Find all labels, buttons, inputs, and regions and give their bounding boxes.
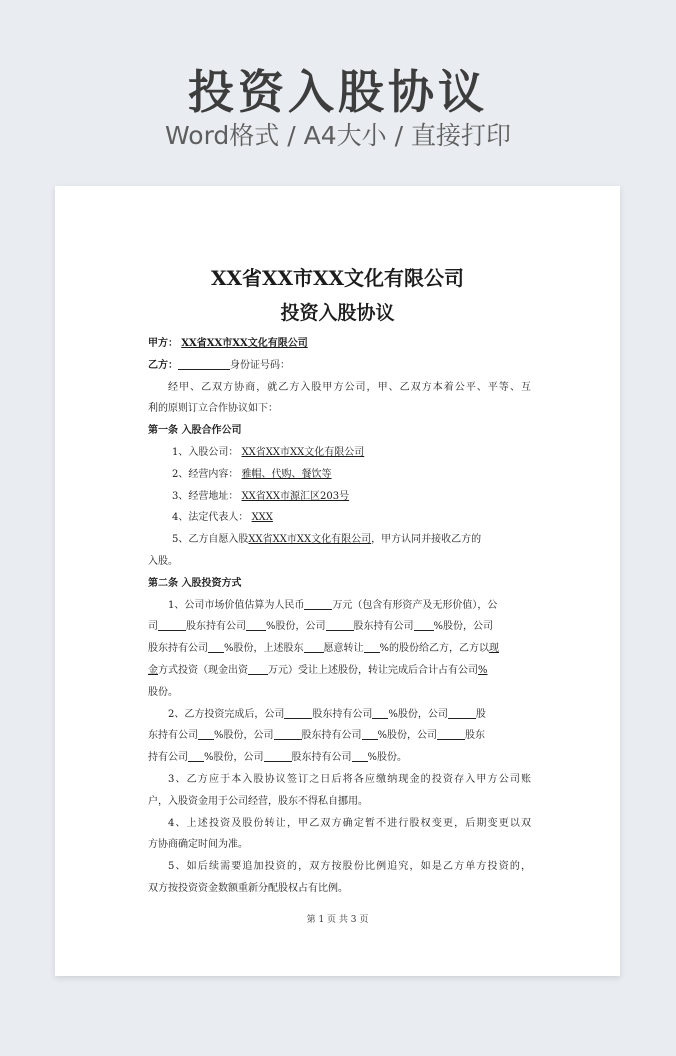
a2-p1-text: %股份，公司 <box>266 621 326 633</box>
article-1-title: 第一条 入股合作公司 <box>148 425 242 437</box>
a2-p1-text: 股东持有公司 <box>353 621 414 633</box>
a2-p1-line2 <box>148 616 531 638</box>
a2-p4-line1: 4、上述投资及股份转让，甲乙双方确定暂不进行股权变更，后期变更以双 <box>168 817 531 829</box>
a2-p2-text: %股份，公司 <box>204 752 264 764</box>
a1-item3-value: XX省XX市源汇区203号 <box>241 490 350 502</box>
article-2-title: 第二条 入股投资方式 <box>148 577 242 589</box>
party-b-blank <box>178 357 230 370</box>
a2-p2-text: 股东持有公司 <box>291 752 352 764</box>
a2-p1-text: 万元（包含有形资产及无形价值），公 <box>332 599 498 611</box>
party-b-label: 乙方： <box>148 359 178 371</box>
intro-line-2: 利的原则订立合作协议如下： <box>148 403 278 415</box>
a2-p2-text: 持有公司 <box>148 752 188 764</box>
a2-p2-text: %股份。 <box>367 752 408 764</box>
blank <box>248 662 268 675</box>
blank <box>284 706 312 719</box>
blank <box>372 706 388 719</box>
party-a-value: XX省XX市XX文化有限公司 <box>181 338 308 349</box>
a1-item5-value: XX省XX市XX文化有限公司 <box>248 534 372 546</box>
a2-p2-text: 东持有公司 <box>148 730 198 742</box>
a2-p1-text: 现 <box>489 643 500 655</box>
a2-p3-line2: 户，入股资金用于公司经营，股东不得私自挪用。 <box>148 795 368 807</box>
a2-p1-text: %的股份给乙方，乙方以 <box>379 643 490 655</box>
a2-p1-line3 <box>148 638 531 660</box>
party-b-line <box>148 355 531 377</box>
a2-p1-text: 股东持有公司 <box>186 621 246 633</box>
a2-p1-text: 方式投资（现金出资 <box>158 664 248 676</box>
blank <box>352 749 368 762</box>
article-1-item-5 <box>148 529 531 551</box>
a1-item5-prefix: 5、乙方自愿入股 <box>172 534 249 546</box>
blank <box>364 640 380 653</box>
a1-item3-label: 3、经营地址： <box>172 490 239 502</box>
party-a-line <box>148 333 531 355</box>
a1-item2-label: 2、经营内容： <box>172 468 239 480</box>
a2-p2-line3 <box>148 747 531 769</box>
blank <box>437 727 465 740</box>
a2-p1-line5: 股份。 <box>148 686 178 698</box>
party-b-id-label: 身份证号码： <box>230 359 290 371</box>
a2-p2-text: %股份，公司 <box>388 708 448 720</box>
a2-p1-text: 愿意转让 <box>323 643 364 655</box>
blank <box>188 749 204 762</box>
article-1-item-5-cont: 入股。 <box>148 555 178 567</box>
a1-item1-value: XX省XX市XX文化有限公司 <box>241 446 365 458</box>
document-body <box>148 333 531 900</box>
blank <box>448 706 476 719</box>
party-a-label: 甲方： <box>148 338 178 349</box>
banner-subtitle: Word格式 / A4大小 / 直接打印 <box>165 121 511 150</box>
a1-item1-label: 1、入股公司： <box>172 446 239 458</box>
article-1-item-1 <box>148 442 531 464</box>
a2-p1-text: 股东持有公司 <box>148 643 208 655</box>
a2-p2-text: %股份，公司 <box>377 730 438 742</box>
a2-p1-text: % <box>478 664 488 676</box>
blank <box>198 727 214 740</box>
article-1-item-3 <box>148 486 531 508</box>
a2-p1-line1 <box>148 595 531 617</box>
blank <box>274 727 302 740</box>
a1-item4-value: XXX <box>251 512 273 524</box>
a2-p2-text: 股东 <box>465 730 486 742</box>
blank <box>208 640 224 653</box>
a2-p2-line1 <box>148 704 531 726</box>
document-page <box>55 186 620 976</box>
blank <box>158 618 186 631</box>
a2-p5-line1: 5、如后续需要追加投资的，双方按股份比例追究，如是乙方单方投资的， <box>168 861 531 873</box>
a2-p2-text: 股东持有公司 <box>301 730 362 742</box>
blank <box>304 597 332 610</box>
document-title: 投资入股协议 <box>280 302 395 324</box>
a2-p4-line2: 方协商确定时间为准。 <box>148 839 248 851</box>
a2-p1-line4 <box>148 660 531 682</box>
a2-p1-text: 万元）受让上述股份，转让完成后合计占有公司 <box>268 664 478 676</box>
blank <box>246 618 266 631</box>
blank <box>362 727 378 740</box>
a1-item2-value: 雅帽、代购、餐饮等 <box>241 468 332 480</box>
blank <box>264 749 292 762</box>
article-1-item-2 <box>148 464 531 486</box>
a1-item5-suffix: ，甲方认同并接收乙方的 <box>371 534 482 546</box>
blank <box>326 618 354 631</box>
company-title: XX省XX市XX文化有限公司 <box>210 266 465 290</box>
page-footer: 第 1 页 共 3 页 <box>306 915 369 925</box>
a2-p3-line1: 3、乙方应于本入股协议签订之日后将各应缴纳现金的投资存入甲方公司账 <box>168 773 531 785</box>
a1-item4-label: 4、法定代表人： <box>172 512 249 524</box>
a2-p5-line2: 双方按投资资金数额重新分配股权占有比例。 <box>148 882 348 894</box>
intro-line-1: 经甲、乙双方协商，就乙方入股甲方公司，甲、乙双方本着公平、平等、互 <box>168 381 531 393</box>
banner-title: 投资入股协议 <box>188 65 488 119</box>
a2-p2-line2 <box>148 725 531 747</box>
a2-p1-text: 金 <box>148 664 158 676</box>
a2-p1-text: 司 <box>148 621 158 633</box>
a2-p1-text: %股份，公司 <box>433 621 494 633</box>
blank <box>304 640 324 653</box>
a2-p2-text: 股东持有公司 <box>312 708 373 720</box>
blank <box>414 618 434 631</box>
a2-p2-text: %股份，公司 <box>214 730 274 742</box>
a2-p2-text: 2、乙方投资完成后，公司 <box>168 708 285 720</box>
article-1-item-4 <box>148 507 531 529</box>
a2-p1-text: %股份，上述股东 <box>224 643 304 655</box>
a2-p2-text: 股 <box>475 708 486 720</box>
a2-p1-text: 1、公司市场价值估算为人民币 <box>168 599 305 611</box>
